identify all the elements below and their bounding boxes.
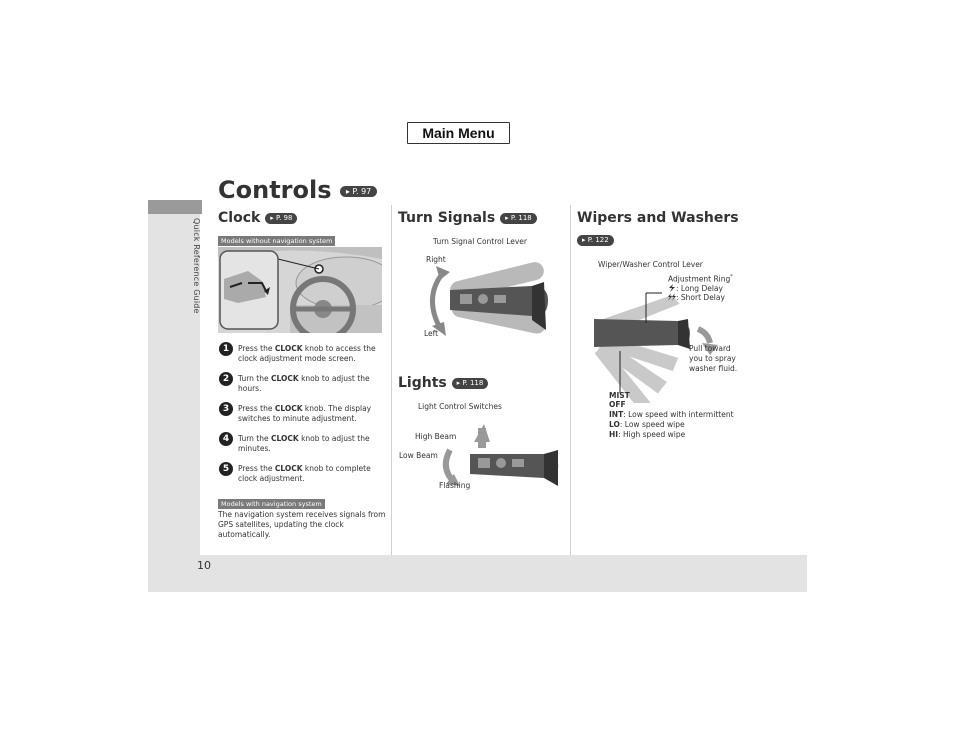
dashboard-illustration	[218, 247, 382, 333]
adjustment-ring-mark: *	[730, 274, 733, 280]
adjustment-ring-text: Adjustment Ring	[668, 274, 731, 284]
page-title	[218, 176, 377, 204]
turn-signals-ref-text: P. 118	[510, 213, 532, 222]
wipers-ref	[577, 230, 614, 249]
step-number: 5	[219, 462, 233, 476]
light-control-switches-label: Light Control Switches	[418, 402, 502, 411]
turn-signal-lever-label: Turn Signal Control Lever	[433, 237, 527, 246]
wipers-ref-link[interactable]: ▸ P. 122	[577, 235, 614, 246]
page-title-ref-link[interactable]: ▸ P. 97	[340, 186, 377, 197]
step-number: 2	[219, 372, 233, 386]
adjustment-ring-label	[668, 274, 733, 284]
long-delay-icon	[668, 284, 676, 292]
off-label: OFF	[609, 400, 626, 409]
turn-signals-heading-text: Turn Signals	[398, 210, 496, 226]
light-control-lever-illustration	[440, 420, 562, 490]
nav-system-text: The navigation system receives signals from GPS satellites, updating the clock automatically.	[218, 510, 386, 539]
main-menu-button[interactable]: Main Menu	[407, 122, 510, 144]
turn-left-label: Left	[424, 329, 439, 338]
clock-step-3	[222, 404, 388, 424]
step-text: knob to adjust the minutes.	[238, 434, 370, 453]
low-beam-label: Low Beam	[399, 451, 438, 460]
step-text: Press the	[238, 344, 275, 353]
wipers-ref-text: P. 122	[587, 236, 609, 244]
page-title-ref-text: P. 97	[352, 187, 372, 196]
step-number: 3	[219, 402, 233, 416]
step-text: knob to complete clock adjustment.	[238, 464, 371, 483]
lights-ref-text: P. 118	[462, 378, 484, 387]
side-tab-marker	[148, 200, 202, 214]
short-delay-text: : Short Delay	[676, 293, 725, 302]
turn-signal-lever-illustration	[420, 252, 552, 342]
clock-step-5	[222, 464, 388, 484]
turn-signals-ref-link[interactable]: ▸ P. 118	[500, 213, 537, 224]
lo-key: LO	[609, 420, 620, 429]
clock-key-label: CLOCK	[270, 374, 299, 383]
clock-heading	[218, 210, 297, 226]
quick-reference-guide-label: Quick Reference Guide	[192, 218, 201, 314]
tag-models-with-nav: Models with navigation system	[218, 499, 325, 509]
clock-key-label: CLOCK	[270, 434, 299, 443]
turn-right-label: Right	[426, 255, 446, 264]
clock-key-label: CLOCK	[274, 404, 303, 413]
mist-label: MIST	[609, 391, 630, 400]
step-text: Turn the	[238, 434, 271, 443]
column-divider	[391, 205, 392, 555]
short-delay-icon	[668, 293, 676, 301]
clock-key-label: CLOCK	[274, 344, 303, 353]
tag-models-without-nav: Models without navigation system	[218, 236, 335, 246]
clock-step-1	[222, 344, 388, 364]
pull-toward-text: Pull toward you to spray washer fluid.	[689, 344, 738, 373]
bottom-band	[148, 555, 807, 592]
hi-desc: : High speed wipe	[618, 430, 686, 439]
clock-step-4	[222, 434, 388, 454]
hi-key: HI	[609, 430, 619, 439]
clock-heading-text: Clock	[218, 210, 261, 226]
clock-ref-link[interactable]: ▸ P. 98	[265, 213, 297, 224]
short-delay-label	[668, 293, 725, 302]
hi-label	[609, 430, 685, 439]
page-title-text: Controls	[218, 176, 332, 204]
step-text: knob to access the clock adjustment mode screen.	[238, 344, 376, 363]
step-number: 4	[219, 432, 233, 446]
int-key: INT	[609, 410, 624, 419]
lights-ref-link[interactable]: ▸ P. 118	[452, 378, 489, 389]
lo-desc: : Low speed wipe	[619, 420, 685, 429]
clock-ref-text: P. 98	[275, 213, 293, 222]
flashing-label: Flashing	[439, 481, 471, 490]
clock-key-label: CLOCK	[274, 464, 303, 473]
high-beam-label: High Beam	[415, 432, 457, 441]
wipers-heading: Wipers and Washers	[577, 210, 739, 226]
turn-signals-heading	[398, 210, 537, 226]
step-text: knob to adjust the hours.	[238, 374, 370, 393]
long-delay-text: : Long Delay	[676, 284, 723, 293]
step-text: Turn the	[238, 374, 271, 383]
lights-heading-text: Lights	[398, 375, 447, 391]
wiper-lever-label: Wiper/Washer Control Lever	[598, 260, 703, 269]
lo-label	[609, 420, 685, 429]
step-text: Press the	[238, 404, 275, 413]
clock-step-2	[222, 374, 388, 394]
int-desc: : Low speed with intermittent	[623, 410, 734, 419]
step-text: knob. The display switches to minute adjustment.	[238, 404, 372, 423]
page-number: 10	[197, 559, 211, 572]
int-label	[609, 410, 734, 419]
long-delay-label	[668, 284, 723, 293]
step-text: Press the	[238, 464, 275, 473]
column-divider	[570, 205, 571, 555]
lights-heading	[398, 375, 488, 391]
step-number: 1	[219, 342, 233, 356]
